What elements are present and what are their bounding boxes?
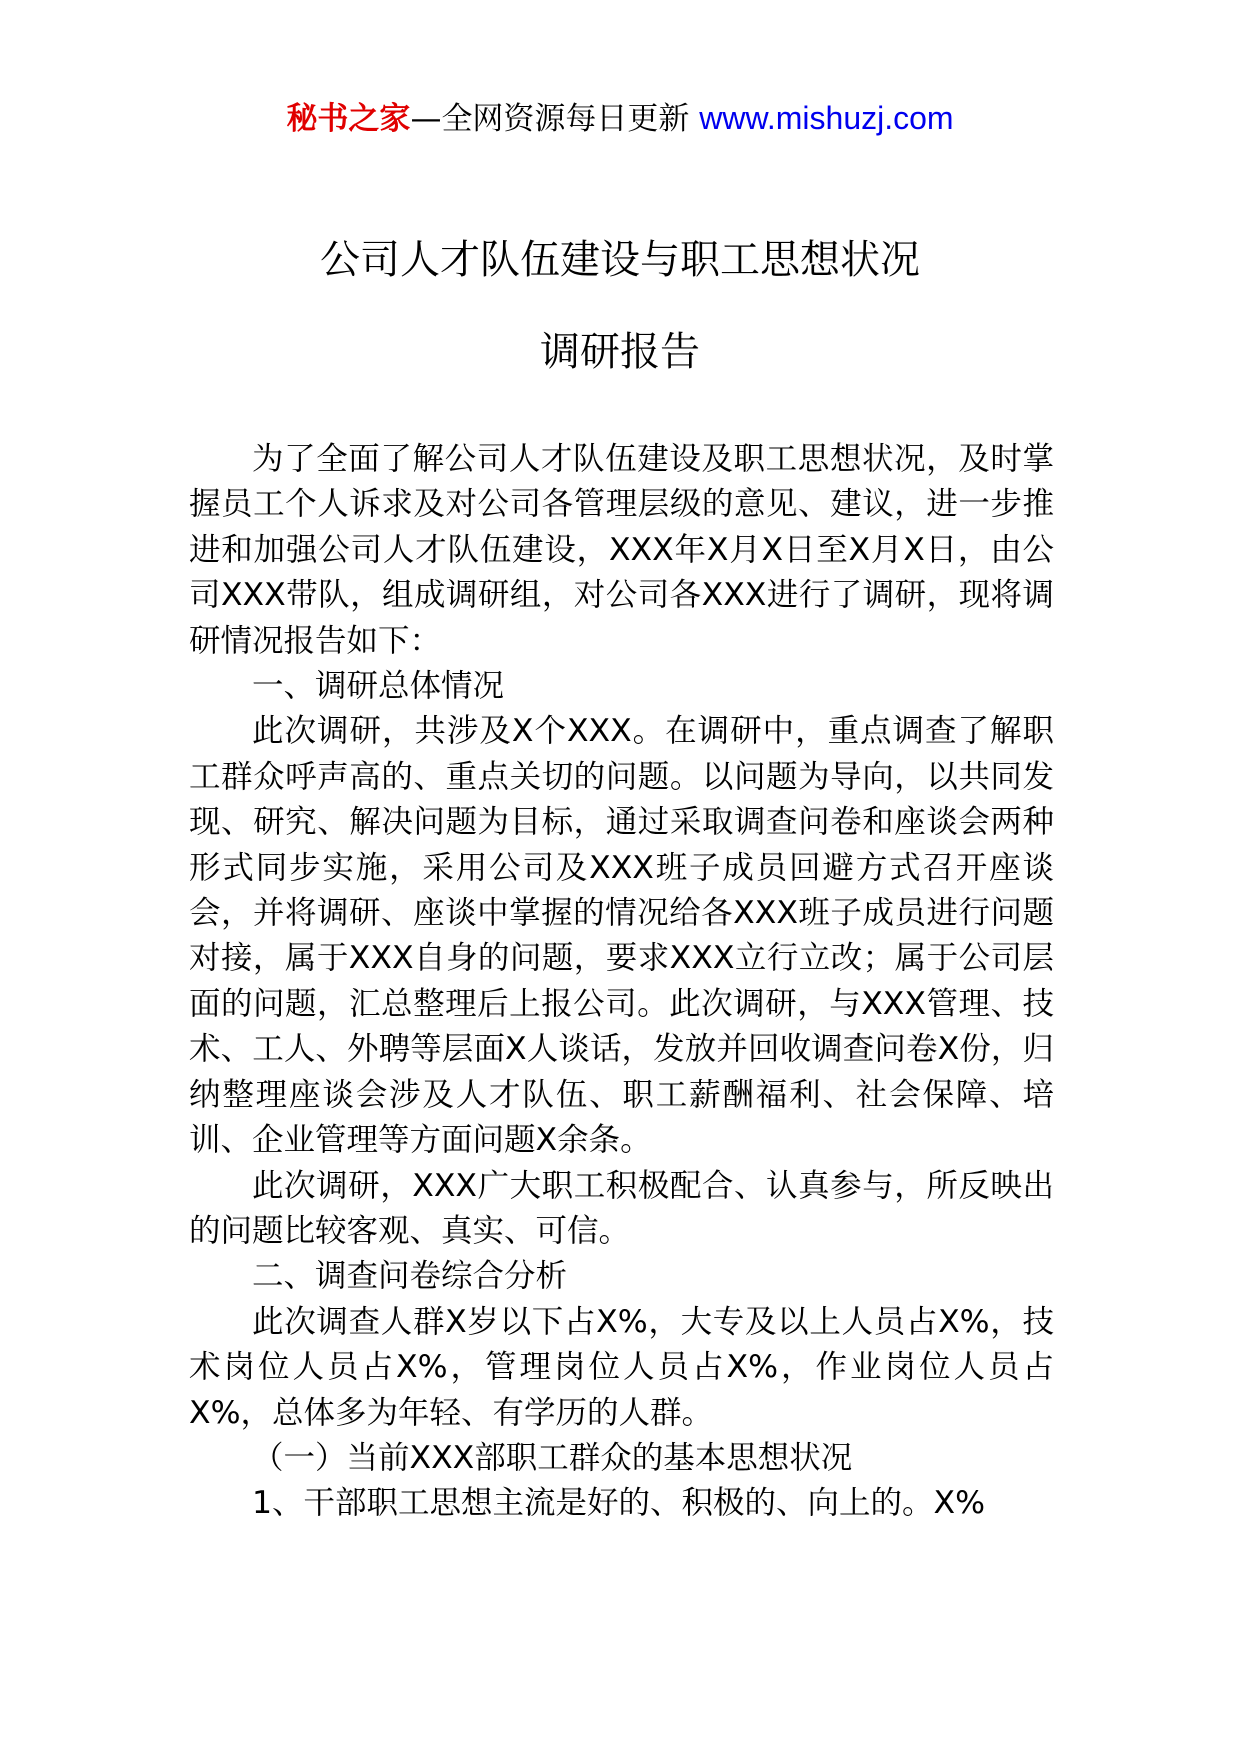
brand-name: 秘书之家 xyxy=(286,101,411,137)
intro-paragraph: 为了全面了解公司人才队伍建设及职工思想状况，及时掌握员工个人诉求及对公司各管理层级的意见、建议，进一步推进和加强公司人才队伍建设，XXX年X月X日至X月X日，由公司XXX带队，组成调研组，对公司各XXX进行了调研，现将调研情况报告如下： xyxy=(189,441,1054,659)
subsection-1-item-1: 1、干部职工思想主流是好的、积极的、向上的。X% xyxy=(252,1485,986,1522)
site-header xyxy=(0,98,1240,139)
section-heading-1: 一、调研总体情况 xyxy=(252,668,505,705)
subsection-heading-1: （一）当前XXX部职工群众的基本思想状况 xyxy=(252,1439,853,1476)
section-1-paragraph-1: 此次调研，共涉及X个XXX。在调研中，重点调查了解职工群众呼声高的、重点关切的问题。以问题为导向，以共同发现、研究、解决问题为目标，通过采取调查问卷和座谈会两种形式同步实施，采用公司及XXX班子成员回避方式召开座谈会，并将调研、座谈中掌握的情况给各XXX班子成员进行问题对接，属于XXX自身的问题，要求XXX立行立改；属于公司层面的问题，汇总整理后上报公司。此次调研，与XXX管理、技术、工人、外聘等层面X人谈话，发放并回收调查问卷X份，归纳整理座谈会涉及人才队伍、职工薪酬福利、社会保障、培训、企业管理等方面问题X余条。 xyxy=(189,713,1054,1159)
document-title-line-2: 调研报告 xyxy=(540,329,700,375)
section-1-paragraph-2: 此次调研，XXX广大职工积极配合、认真参与，所反映出的问题比较客观、真实、可信。 xyxy=(189,1167,1054,1249)
section-2-paragraph-1: 此次调查人群X岁以下占X%，大专及以上人员占X%，技术岗位人员占X%，管理岗位人员占X%，作业岗位人员占X%，总体多为年轻、有学历的人群。 xyxy=(189,1303,1054,1431)
document-title-line-1: 公司人才队伍建设与职工思想状况 xyxy=(320,237,920,283)
site-url-link[interactable]: www.mishuzj.com xyxy=(699,100,954,136)
document-body xyxy=(189,437,1054,1527)
header-tagline: —全网资源每日更新 xyxy=(410,101,690,137)
section-heading-2: 二、调查问卷综合分析 xyxy=(252,1258,568,1295)
